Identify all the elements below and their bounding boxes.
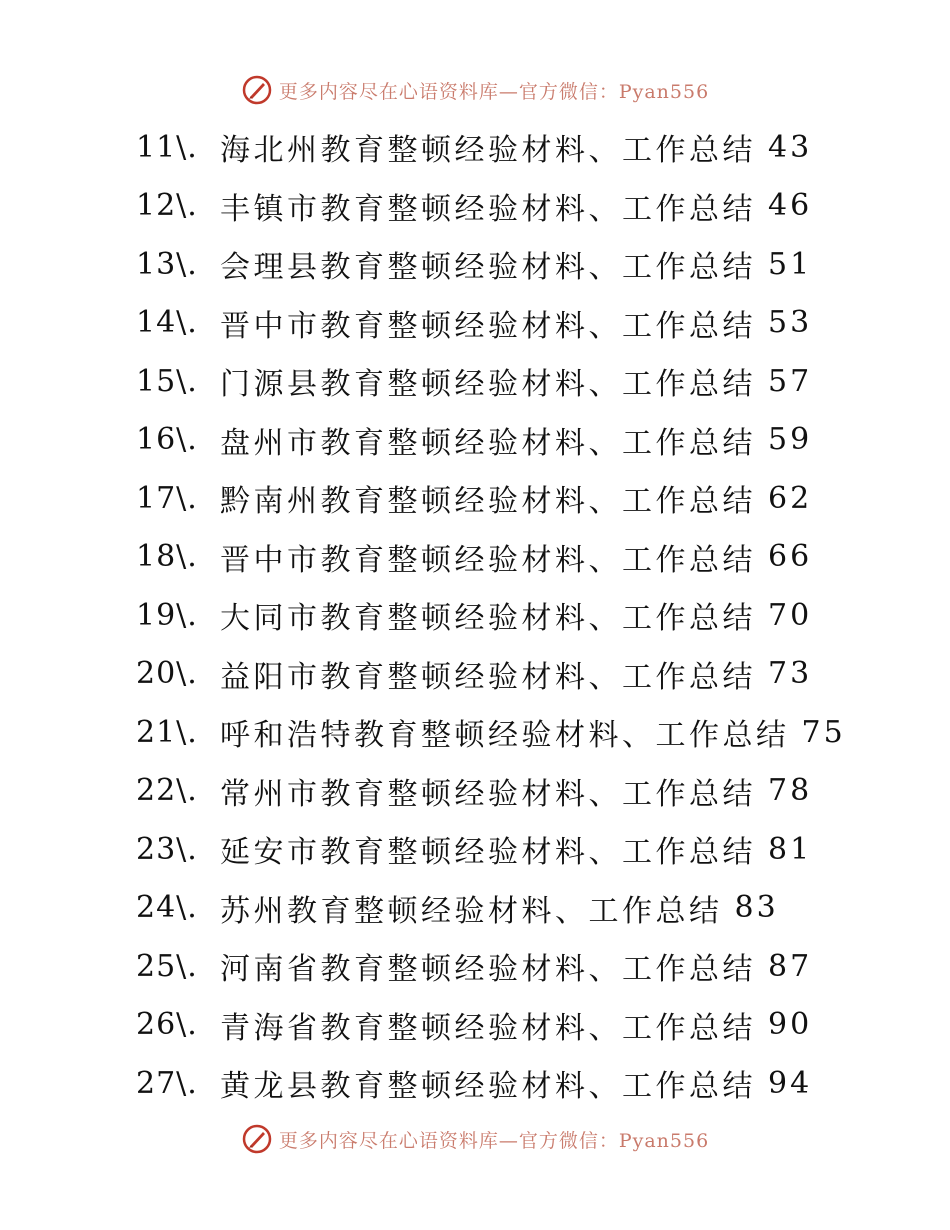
toc-entry-number: 25\. — [136, 948, 198, 984]
toc-entry-page: 43 — [768, 129, 813, 165]
toc-entry[interactable] — [136, 586, 936, 645]
toc-entry-number: 12\. — [136, 188, 198, 224]
toc-entry-title: 丰镇市教育整顿经验材料、工作总结 — [220, 191, 756, 227]
toc-entry[interactable] — [136, 703, 936, 762]
toc-entry[interactable] — [136, 820, 936, 879]
toc-entry-number: 11\. — [136, 129, 198, 165]
toc-entry-number: 19\. — [136, 597, 198, 633]
toc-entry-title: 呼和浩特教育整顿经验材料、工作总结 — [220, 718, 790, 754]
toc-entry-number: 15\. — [136, 363, 198, 399]
footer-watermark — [0, 1121, 950, 1157]
quill-logo-icon — [241, 74, 273, 106]
toc-entry-number: 22\. — [136, 773, 198, 809]
toc-entry-title: 黄龙县教育整顿经验材料、工作总结 — [220, 1069, 756, 1105]
toc-entry-page: 46 — [768, 188, 813, 224]
watermark-text: 更多内容尽在心语资料库—官方微信：Pyan556 — [278, 80, 710, 103]
table-of-contents — [136, 118, 936, 1113]
toc-entry-number: 17\. — [136, 480, 198, 516]
toc-entry[interactable] — [136, 996, 936, 1055]
toc-entry-page: 66 — [768, 539, 813, 575]
toc-entry[interactable] — [136, 411, 936, 470]
toc-entry[interactable] — [136, 645, 936, 704]
toc-entry-title: 黔南州教育整顿经验材料、工作总结 — [220, 484, 756, 520]
toc-entry-number: 21\. — [136, 714, 198, 750]
toc-entry-page: 90 — [768, 1007, 813, 1043]
toc-entry-page: 81 — [768, 831, 813, 867]
toc-entry[interactable] — [136, 118, 936, 177]
toc-entry[interactable] — [136, 294, 936, 353]
watermark-text: 更多内容尽在心语资料库—官方微信：Pyan556 — [278, 1129, 710, 1152]
toc-entry[interactable] — [136, 177, 936, 236]
toc-entry[interactable] — [136, 235, 936, 294]
toc-entry-title: 晋中市教育整顿经验材料、工作总结 — [220, 308, 756, 344]
toc-entry-title: 大同市教育整顿经验材料、工作总结 — [220, 601, 756, 637]
toc-entry-title: 会理县教育整顿经验材料、工作总结 — [220, 250, 756, 286]
toc-entry-title: 常州市教育整顿经验材料、工作总结 — [220, 776, 756, 812]
toc-entry-title: 门源县教育整顿经验材料、工作总结 — [220, 367, 756, 403]
toc-entry-page: 75 — [801, 714, 846, 750]
toc-entry-page: 53 — [768, 305, 813, 341]
toc-entry[interactable] — [136, 762, 936, 821]
toc-entry[interactable] — [136, 469, 936, 528]
toc-entry-title: 晋中市教育整顿经验材料、工作总结 — [220, 542, 756, 578]
toc-entry[interactable] — [136, 528, 936, 587]
toc-entry-title: 盘州市教育整顿经验材料、工作总结 — [220, 425, 756, 461]
toc-entry-page: 70 — [768, 597, 813, 633]
header-watermark — [0, 72, 950, 108]
toc-entry-title: 河南省教育整顿经验材料、工作总结 — [220, 952, 756, 988]
toc-entry-page: 51 — [768, 246, 813, 282]
toc-entry-number: 13\. — [136, 246, 198, 282]
toc-entry-page: 78 — [768, 773, 813, 809]
toc-entry-page: 94 — [768, 1065, 813, 1101]
toc-entry[interactable] — [136, 937, 936, 996]
toc-entry-page: 83 — [734, 890, 779, 926]
toc-entry-title: 延安市教育整顿经验材料、工作总结 — [220, 835, 756, 871]
toc-entry-page: 57 — [768, 363, 813, 399]
toc-entry-number: 18\. — [136, 539, 198, 575]
toc-entry-number: 16\. — [136, 422, 198, 458]
toc-entry-page: 59 — [768, 422, 813, 458]
toc-entry-page: 87 — [768, 948, 813, 984]
quill-logo-icon — [241, 1123, 273, 1155]
toc-entry-title: 益阳市教育整顿经验材料、工作总结 — [220, 659, 756, 695]
toc-entry-page: 62 — [768, 480, 813, 516]
toc-entry-number: 14\. — [136, 305, 198, 341]
toc-entry-number: 24\. — [136, 890, 198, 926]
toc-entry-page: 73 — [768, 656, 813, 692]
toc-entry[interactable] — [136, 1054, 936, 1113]
toc-entry-number: 26\. — [136, 1007, 198, 1043]
toc-entry-title: 青海省教育整顿经验材料、工作总结 — [220, 1010, 756, 1046]
toc-entry[interactable] — [136, 352, 936, 411]
toc-entry[interactable] — [136, 879, 936, 938]
toc-entry-title: 海北州教育整顿经验材料、工作总结 — [220, 133, 756, 169]
toc-entry-title: 苏州教育整顿经验材料、工作总结 — [220, 893, 723, 929]
toc-entry-number: 27\. — [136, 1065, 198, 1101]
toc-entry-number: 23\. — [136, 831, 198, 867]
toc-entry-number: 20\. — [136, 656, 198, 692]
